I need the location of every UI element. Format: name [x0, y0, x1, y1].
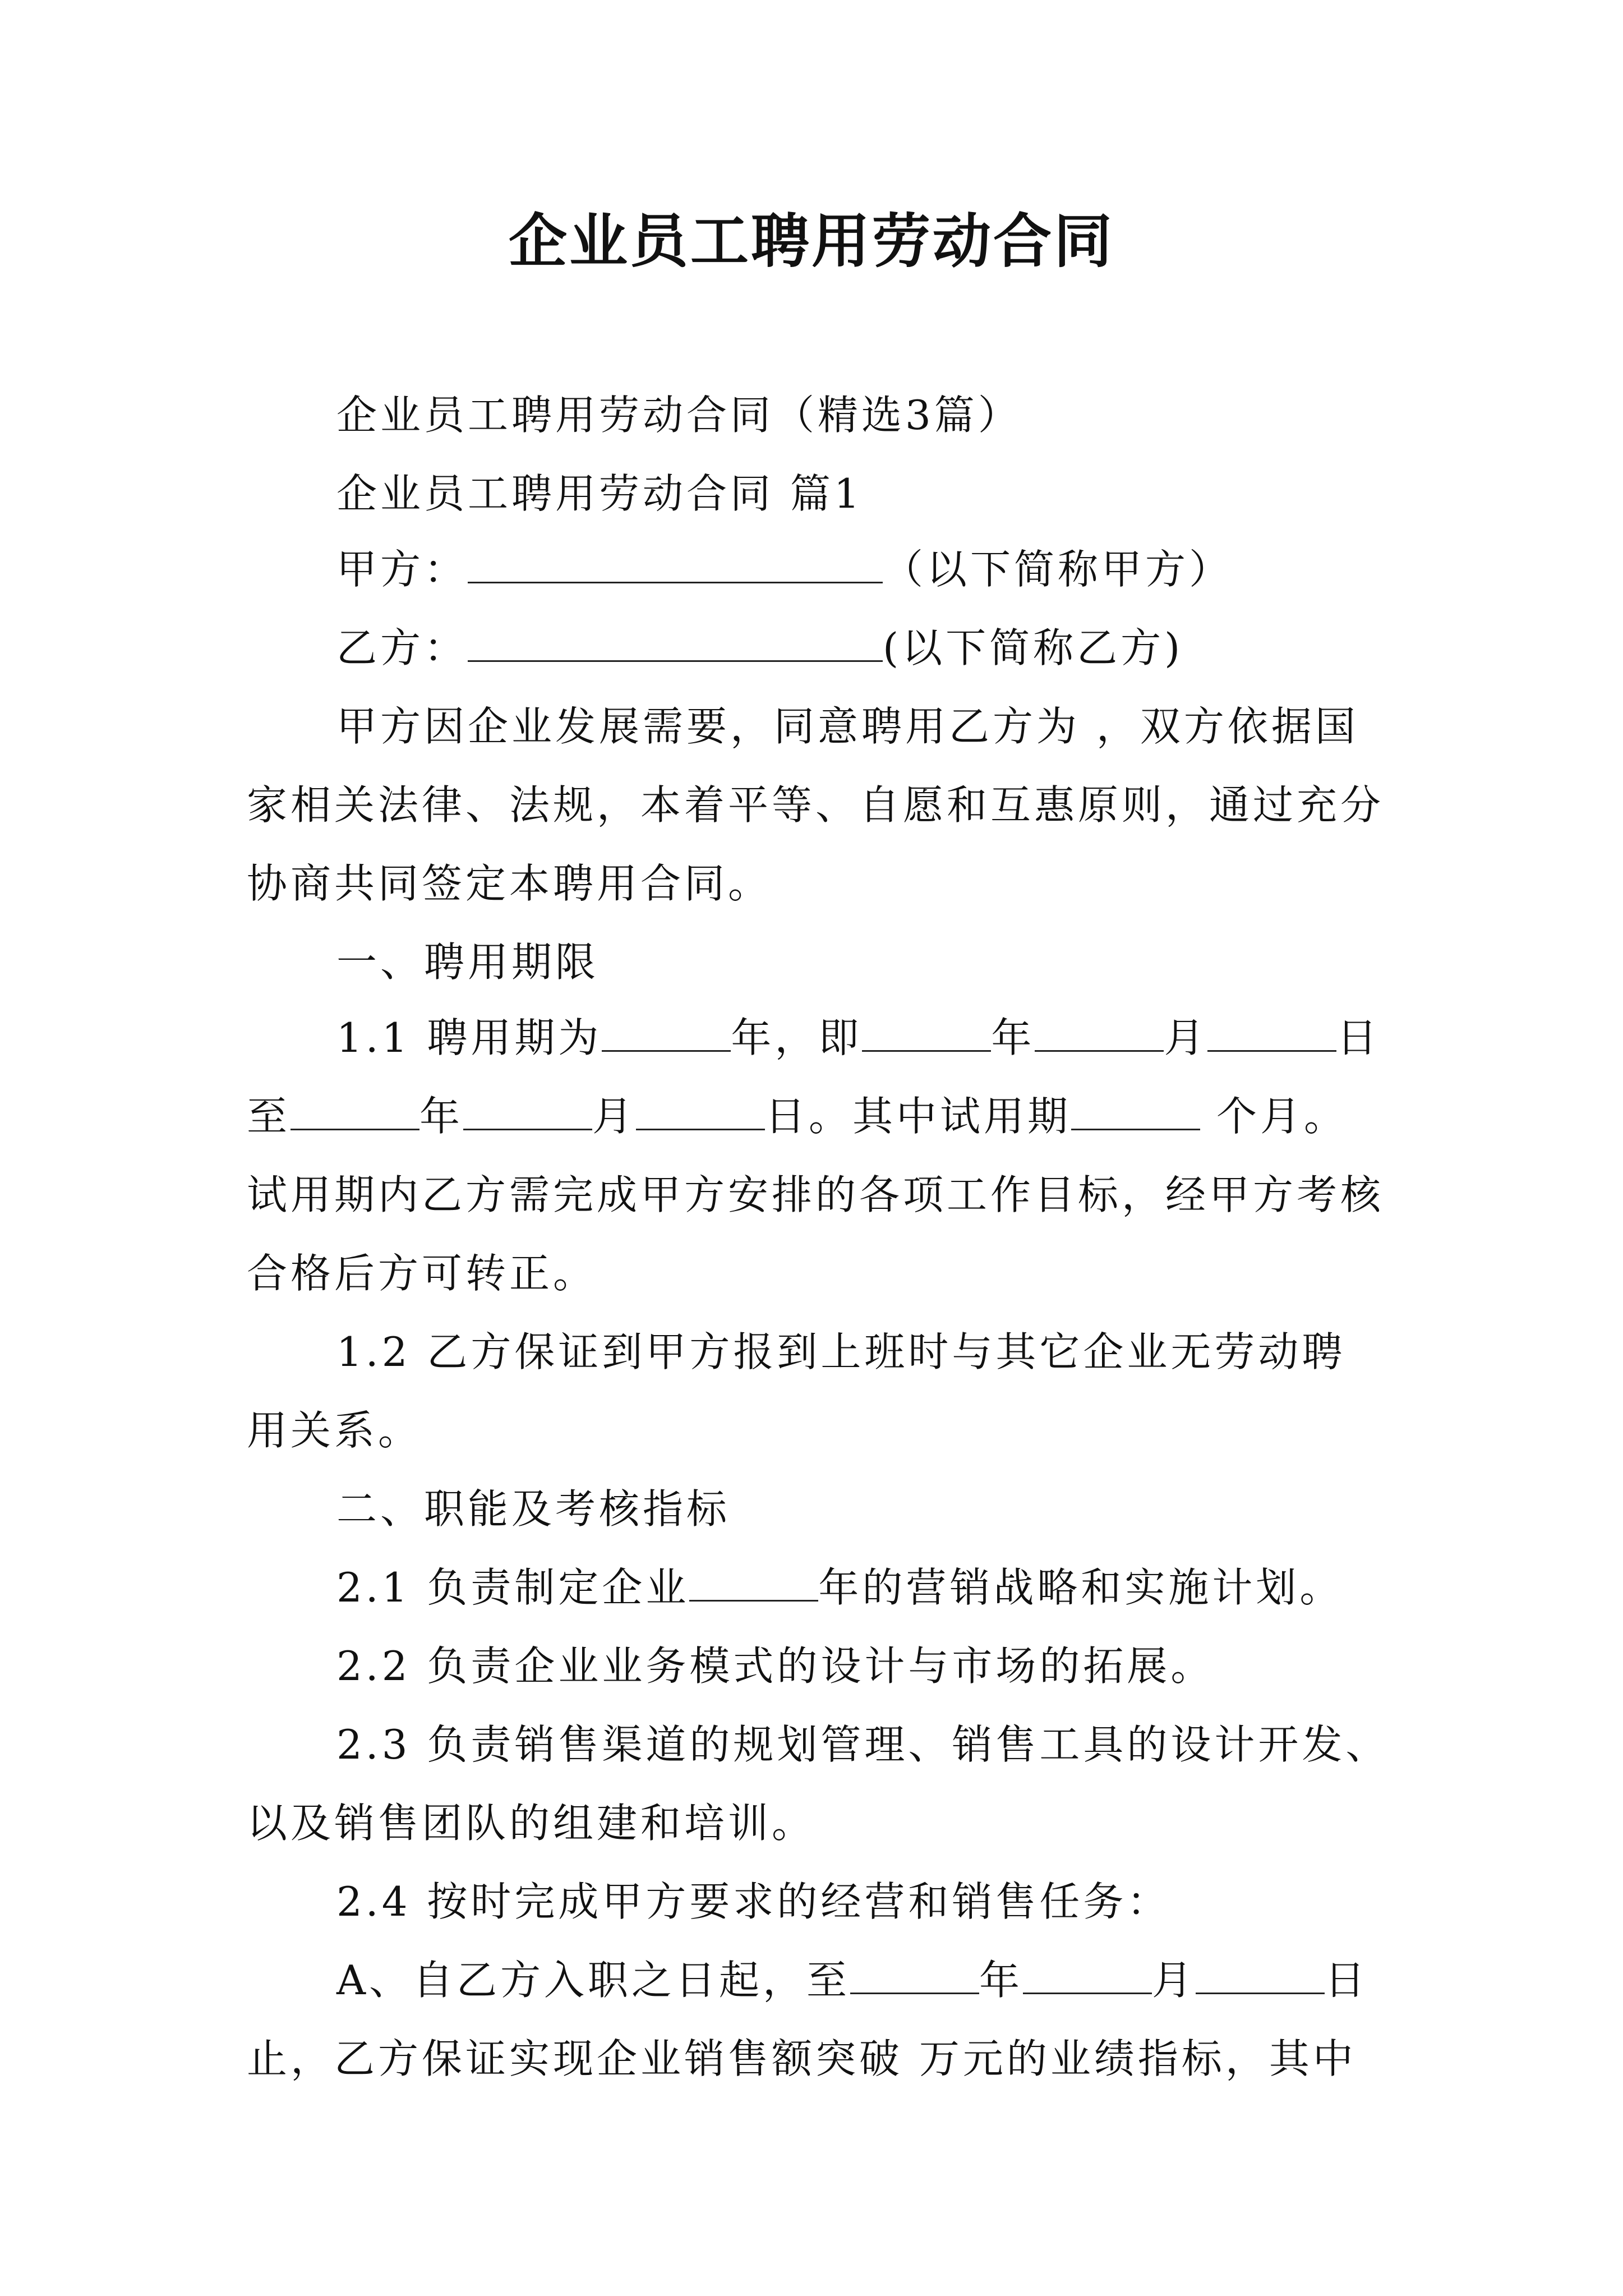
fill-blank	[463, 1089, 592, 1130]
fill-blank	[636, 1089, 765, 1130]
clause-text: 月	[592, 1093, 637, 1140]
party-b-label: 乙方：	[336, 624, 468, 671]
party-b-blank	[468, 621, 883, 662]
clause-text: 年的营销战略和实施计划。	[818, 1564, 1344, 1611]
paragraph-line: 以及销售团队的组建和培训。	[247, 1800, 816, 1847]
clause-text: A、自乙方入职之日起，至	[336, 1957, 850, 2004]
fill-blank	[1207, 1011, 1336, 1052]
clause-line	[336, 1952, 1380, 2008]
paragraph-line: 家相关法律、法规，本着平等、自愿和互惠原则，通过充分	[247, 781, 1385, 829]
clause-text: 日。其中试用期	[765, 1093, 1072, 1140]
fill-blank	[1023, 1953, 1152, 1994]
fill-blank	[1071, 1089, 1200, 1130]
fill-blank	[689, 1561, 818, 1602]
section-heading: 一、聘用期限	[336, 938, 600, 986]
fill-blank	[1196, 1953, 1325, 1994]
clause-text: 个月。	[1200, 1093, 1348, 1140]
paragraph-line: 协商共同签定本聘用合同。	[247, 860, 772, 907]
clause-text: 年，即	[731, 1014, 863, 1061]
clause-text: 年	[419, 1093, 464, 1140]
party-a-line	[336, 541, 1380, 597]
clause-text: 年	[991, 1014, 1035, 1061]
paragraph-line: 2.3 负责销售渠道的规划管理、销售工具的设计开发、	[336, 1721, 1390, 1768]
clause-line	[336, 1010, 1380, 1066]
paragraph-line: 合格后方可转正。	[247, 1250, 597, 1297]
clause-text: 2.1 负责制定企业	[336, 1564, 690, 1611]
fill-blank	[291, 1089, 419, 1130]
paragraph-line: 2.2 负责企业业务模式的设计与市场的拓展。	[336, 1642, 1215, 1690]
section-heading-part1: 企业员工聘用劳动合同 篇1	[336, 470, 863, 517]
party-a-note: （以下简称甲方）	[883, 546, 1233, 593]
clause-text: 至	[247, 1093, 291, 1140]
paragraph-line: 1.2 乙方保证到甲方报到上班时与其它企业无劳动聘	[336, 1328, 1346, 1375]
clause-text: 日	[1325, 1957, 1369, 2004]
clause-text: 1.1 聘用期为	[336, 1014, 602, 1061]
clause-line	[336, 1559, 1380, 1616]
clause-text: 月	[1164, 1014, 1208, 1061]
party-a-blank	[468, 542, 883, 583]
party-a-label: 甲方：	[336, 546, 468, 593]
paragraph-line: 2.4 按时完成甲方要求的经营和销售任务：	[336, 1878, 1171, 1925]
clause-line	[247, 1088, 1413, 1144]
clause-text: 年	[979, 1957, 1023, 2004]
fill-blank	[602, 1011, 731, 1052]
clause-text: 月	[1152, 1957, 1196, 2004]
party-b-line	[336, 620, 1380, 676]
party-b-note: (以下简称乙方)	[883, 624, 1184, 671]
subtitle-selection: 企业员工聘用劳动合同（精选3篇）	[336, 392, 1022, 439]
fill-blank	[862, 1011, 991, 1052]
clause-text: 日	[1336, 1014, 1381, 1061]
paragraph-line: 止，乙方保证实现企业销售额突破 万元的业绩指标，其中	[247, 2035, 1357, 2082]
fill-blank	[850, 1953, 979, 1994]
paragraph-line: 用关系。	[247, 1407, 422, 1454]
document-title: 企业员工聘用劳动合同	[508, 206, 1114, 275]
section-heading: 二、职能及考核指标	[336, 1485, 731, 1533]
fill-blank	[1035, 1011, 1164, 1052]
paragraph-line: 甲方因企业发展需要，同意聘用乙方为 ，双方依据国	[336, 703, 1359, 750]
paragraph-line: 试用期内乙方需完成甲方安排的各项工作目标，经甲方考核	[247, 1171, 1385, 1218]
